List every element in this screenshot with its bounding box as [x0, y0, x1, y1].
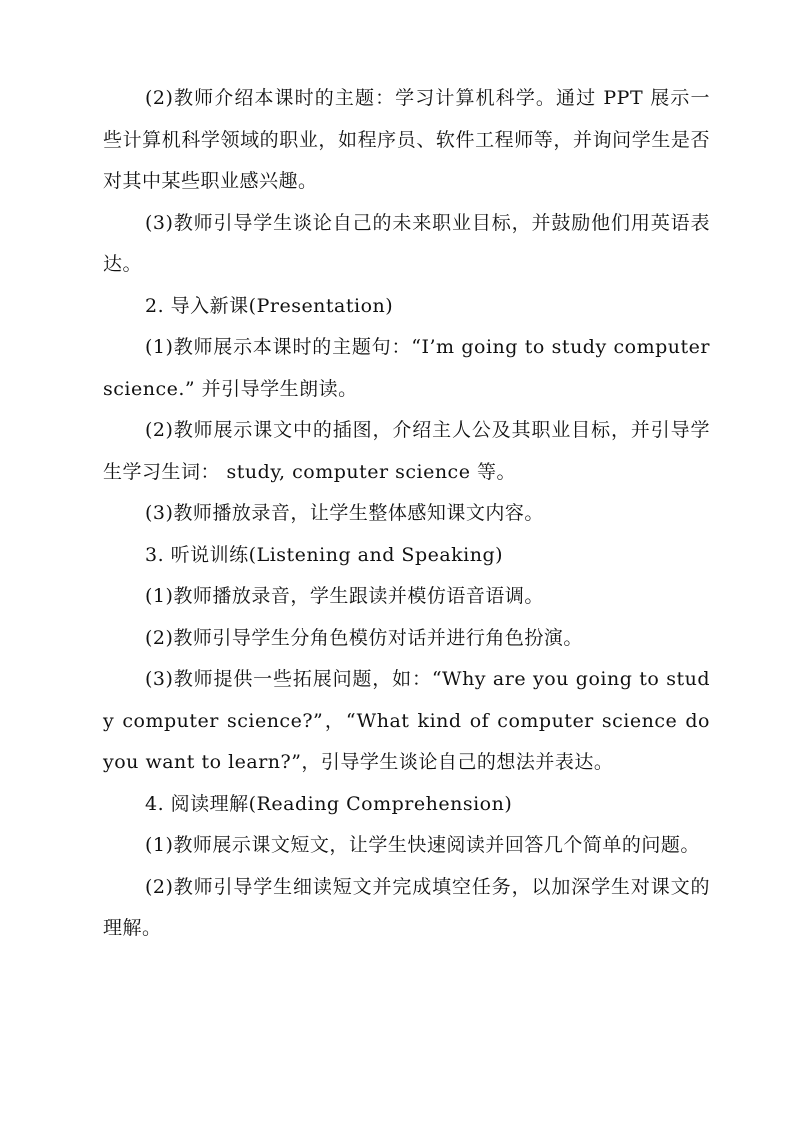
paragraph-step-1-3: (3)教师引导学生谈论自己的未来职业目标，并鼓励他们用英语表达。 — [103, 211, 710, 275]
paragraph-step-4-1: (1)教师展示课文短文，让学生快速阅读并回答几个简单的问题。 — [145, 834, 700, 856]
paragraph-step-2-3: (3)教师播放录音，让学生整体感知课文内容。 — [145, 502, 544, 524]
paragraph-step-3-3: (3)教师提供一些拓展问题，如：“Why are you going to study computer science?”，“What kind of computer science do you want to learn?”，引导学生谈论自己的想法并表达。 — [103, 668, 710, 773]
paragraph-step-2-1: (1)教师展示本课时的主题句：“I’m going to study computer science.” 并引导学生朗读。 — [103, 336, 710, 400]
paragraph-step-4-2: (2)教师引导学生细读短文并完成填空任务，以加深学生对课文的理解。 — [103, 875, 710, 939]
section-heading-reading-comprehension: 4. 阅读理解(Reading Comprehension) — [145, 792, 513, 815]
section-heading-presentation: 2. 导入新课(Presentation) — [145, 294, 394, 317]
paragraph-step-3-2: (2)教师引导学生分角色模仿对话并进行角色扮演。 — [145, 626, 583, 649]
paragraph-step-1-2: (2)教师介绍本课时的主题：学习计算机科学。通过 PPT 展示一些计算机科学领域的职业，如程序员、软件工程师等，并询问学生是否对其中某些职业感兴趣。 — [103, 87, 710, 192]
section-heading-listening-speaking: 3. 听说训练(Listening and Speaking) — [145, 543, 504, 566]
paragraph-step-3-1: (1)教师播放录音，学生跟读并模仿语音语调。 — [145, 585, 544, 607]
paragraph-step-2-2: (2)教师展示课文中的插图，介绍主人公及其职业目标，并引导学生学习生词： study, computer science 等。 — [103, 419, 710, 483]
document-body — [103, 78, 710, 950]
